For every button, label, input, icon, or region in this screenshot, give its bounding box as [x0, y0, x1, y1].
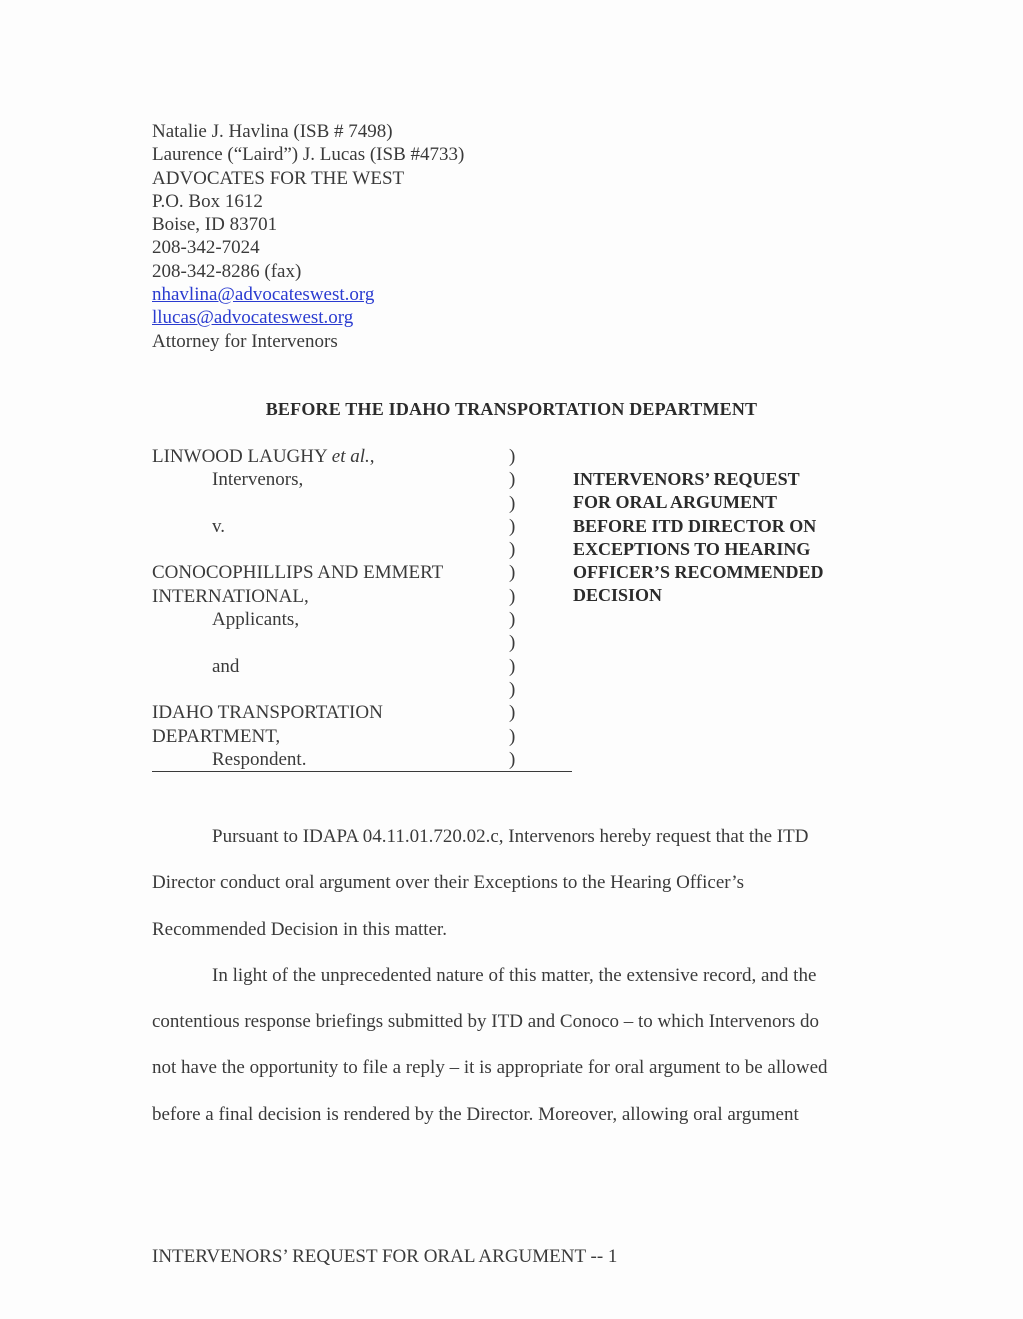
paragraph-1-line: Director conduct oral argument over their Exceptions to the Hearing Officer’s — [152, 872, 744, 894]
document-title-line: INTERVENORS’ REQUEST — [573, 469, 800, 489]
document-title-line: BEFORE ITD DIRECTOR ON — [573, 515, 817, 536]
fax-number: 208-342-8286 (fax) — [152, 260, 302, 282]
party-2-line-2: INTERNATIONAL, — [152, 585, 309, 607]
party-2-line-1: CONOCOPHILLIPS AND EMMERT — [152, 562, 444, 584]
caption-paren: ) — [509, 678, 516, 700]
caption-paren: ) — [509, 702, 516, 724]
caption-paren: ) — [509, 725, 516, 747]
caption-paren: ) — [509, 492, 516, 514]
page-footer: INTERVENORS’ REQUEST FOR ORAL ARGUMENT -- 1 — [152, 1246, 618, 1267]
paragraph-2-line: not have the opportunity to file a reply – it is appropriate for oral argument to be allowed — [152, 1057, 828, 1079]
caption-paren: ) — [509, 562, 516, 584]
caption-paren: ) — [509, 632, 516, 654]
document-title-line: DECISION — [573, 585, 663, 606]
caption-parenthesis-column — [509, 445, 515, 771]
email-link-havlina[interactable]: nhavlina@advocateswest.org — [152, 284, 375, 306]
document-title-line: OFFICER’S RECOMMENDED — [573, 562, 824, 583]
paragraph-2-line: In light of the unprecedented nature of this matter, the extensive record, and the — [212, 964, 817, 986]
firm-name: ADVOCATES FOR THE WEST — [152, 167, 405, 189]
attorney-block — [152, 120, 464, 353]
caption-paren: ) — [509, 585, 516, 607]
attorney-line: Laurence (“Laird”) J. Lucas (ISB #4733) — [152, 144, 465, 166]
party-1: LINWOOD LAUGHY et al., — [152, 446, 375, 467]
court-title: BEFORE THE IDAHO TRANSPORTATION DEPARTMENT — [265, 399, 758, 419]
attorney-role: Attorney for Intervenors — [152, 330, 338, 352]
versus: v. — [212, 515, 226, 537]
document-title — [573, 468, 824, 608]
party-3-role: Respondent. — [152, 748, 572, 772]
paragraph-2-line: contentious response briefings submitted by ITD and Conoco – to which Intervenors do — [152, 1011, 819, 1033]
caption-paren: ) — [509, 609, 516, 631]
caption-paren: ) — [509, 539, 516, 561]
attorney-line: Natalie J. Havlina (ISB # 7498) — [152, 121, 393, 142]
party-3-line-1: IDAHO TRANSPORTATION — [152, 702, 383, 724]
caption-paren: ) — [509, 469, 516, 491]
paragraph-2-line: before a final decision is rendered by the Director. Moreover, allowing oral argument — [152, 1103, 799, 1125]
paragraph-1-line: Recommended Decision in this matter. — [152, 918, 447, 940]
phone-number: 208-342-7024 — [152, 237, 260, 259]
body-text — [152, 814, 872, 1138]
party-3-line-2: DEPARTMENT, — [152, 725, 281, 747]
caption-paren: ) — [509, 515, 516, 537]
caption-paren: ) — [509, 446, 516, 467]
document-title-line: EXCEPTIONS TO HEARING — [573, 538, 811, 559]
document-title-line: FOR ORAL ARGUMENT — [573, 492, 778, 513]
party-2-role: Applicants, — [212, 609, 300, 631]
and-connector: and — [212, 655, 240, 677]
party-1-role: Intervenors, — [212, 469, 304, 491]
address-line: Boise, ID 83701 — [152, 214, 278, 236]
caption-paren: ) — [509, 748, 516, 770]
caption-paren: ) — [509, 655, 516, 677]
case-caption-parties — [152, 445, 512, 772]
paragraph-1-line: Pursuant to IDAPA 04.11.01.720.02.c, Intervenors hereby request that the ITD — [212, 826, 809, 847]
address-line: P.O. Box 1612 — [152, 190, 263, 212]
email-link-lucas[interactable]: llucas@advocateswest.org — [152, 307, 354, 329]
